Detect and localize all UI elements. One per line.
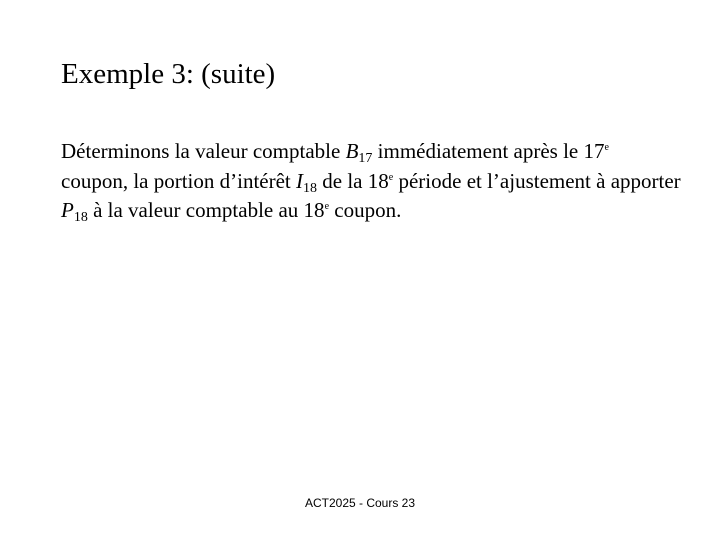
superscript-e: e — [388, 171, 394, 183]
slide-title: Exemple 3: (suite) — [61, 58, 276, 90]
body-text-segment: coupon, la portion d’intérêt — [61, 168, 297, 193]
variable-p: P — [61, 198, 74, 222]
body-paragraph — [61, 137, 681, 226]
body-text-segment: Déterminons la valeur comptable — [61, 139, 346, 163]
subscript-i: 18 — [303, 180, 318, 196]
variable-i: I — [296, 168, 304, 193]
slide-footer: ACT2025 - Cours 23 — [304, 496, 416, 510]
body-text-segment: période et l’ajustement à apporter — [393, 168, 681, 193]
slide-body-text — [61, 137, 681, 226]
subscript-b: 17 — [358, 151, 373, 166]
superscript-e: e — [604, 142, 609, 153]
body-text-segment: coupon. — [329, 198, 402, 222]
superscript-e: e — [324, 201, 330, 212]
body-text-segment: immédiatement après le 17 — [372, 139, 605, 163]
subscript-p: 18 — [73, 210, 88, 225]
variable-b: B — [345, 139, 359, 163]
body-text-segment: de la 18 — [317, 168, 389, 193]
body-text-segment: à la valeur comptable au 18 — [87, 198, 325, 222]
